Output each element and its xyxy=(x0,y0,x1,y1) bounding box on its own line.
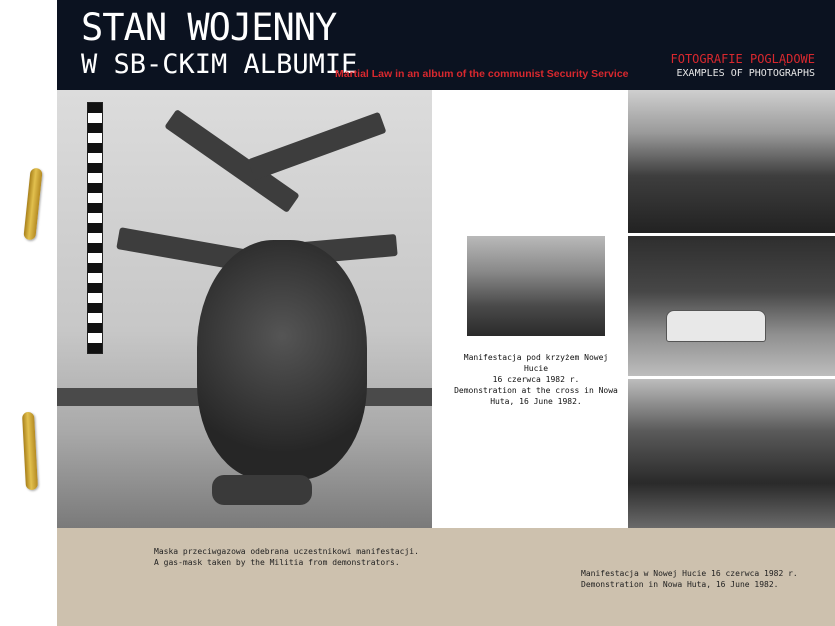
caption-en-line-1: Demonstration at the cross in Nowa xyxy=(454,386,618,395)
crowd-photo-bottom xyxy=(628,379,835,528)
center-caption xyxy=(450,352,622,407)
gas-mask-filter xyxy=(212,475,312,505)
mask-strap xyxy=(247,112,386,181)
title-line-1: STAN WOJENNY xyxy=(81,6,337,49)
bottom-caption-band xyxy=(57,528,835,626)
bottom-caption-left xyxy=(154,546,419,568)
police-car-photo xyxy=(628,236,835,376)
album-binding xyxy=(0,0,57,626)
gas-mask xyxy=(197,240,367,480)
caption-pl-line-1: Manifestacja pod krzyżem Nowej Hucie xyxy=(463,353,609,373)
binder-clip-bottom xyxy=(22,412,38,491)
caption-en-line-2: Huta, 16 June 1982. xyxy=(490,397,582,406)
subtitle: Martial Law in an album of the communist Security Service xyxy=(335,68,629,80)
demonstration-cross-photo xyxy=(467,236,605,336)
bottom-right-line-2: Demonstration in Nowa Huta, 16 June 1982. xyxy=(581,580,779,589)
bottom-caption-right xyxy=(581,568,798,590)
crowd-photo-top xyxy=(628,90,835,233)
gas-mask-photo xyxy=(57,90,432,528)
binder-clip-top xyxy=(23,168,42,241)
page-header xyxy=(57,0,835,90)
title-line-2: W SB-CKIM ALBUMIE xyxy=(81,49,358,80)
measuring-scale xyxy=(87,102,103,354)
section-label-en: EXAMPLES OF PHOTOGRAPHS xyxy=(676,68,815,79)
section-label-pl: FOTOGRAFIE POGLĄDOWE xyxy=(670,52,815,66)
bottom-left-line-2: A gas-mask taken by the Militia from demonstrators. xyxy=(154,558,400,567)
bottom-left-line-1: Maska przeciwgazowa odebrana uczestnikowi manifestacji. xyxy=(154,547,419,556)
car-shape xyxy=(666,310,766,342)
section-label xyxy=(671,52,816,80)
bottom-right-line-1: Manifestacja w Nowej Hucie 16 czerwca 1982 r. xyxy=(581,569,798,578)
caption-pl-line-2: 16 czerwca 1982 r. xyxy=(492,375,580,384)
